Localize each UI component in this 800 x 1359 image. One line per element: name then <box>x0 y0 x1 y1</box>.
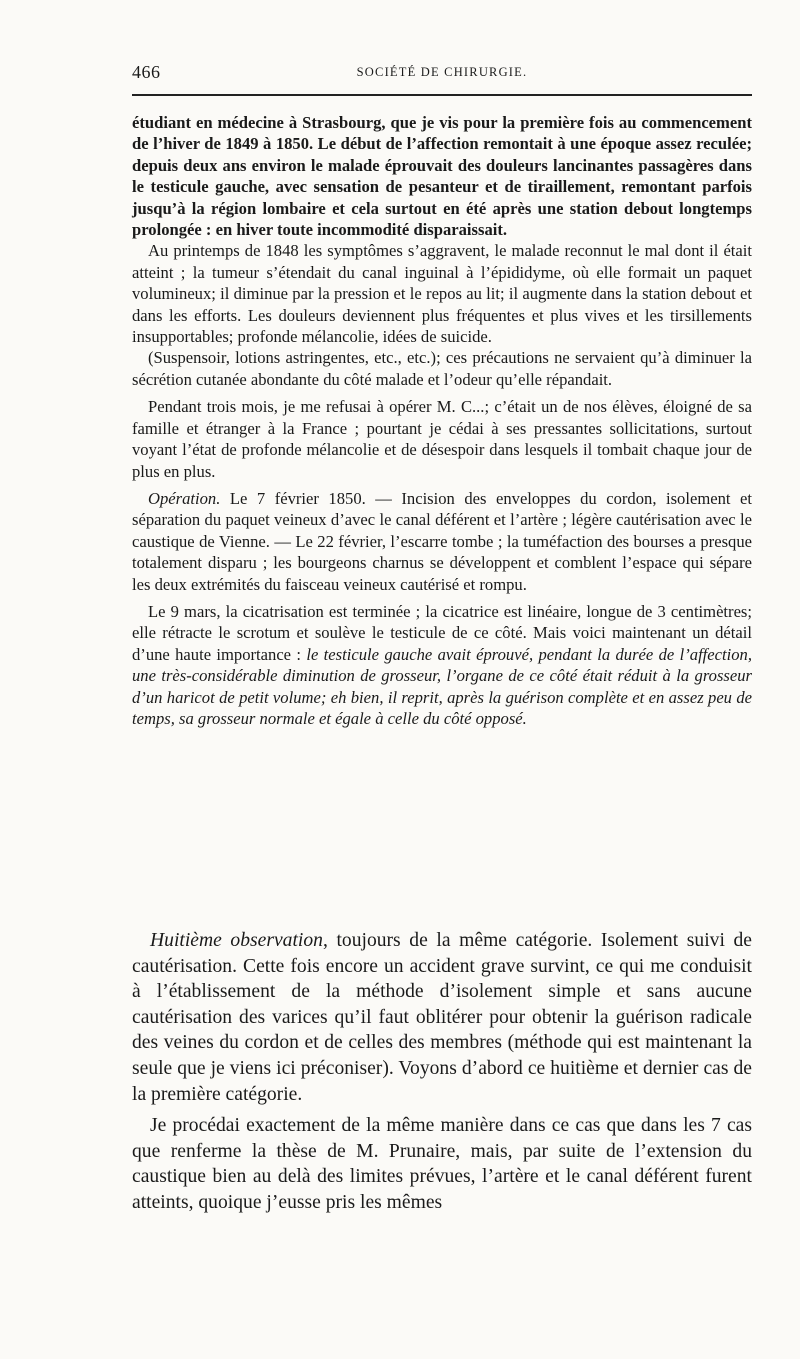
paragraph-1: étudiant en médecine à Strasbourg, que je vis pour la première fois au commencement de l’hiver de 1849 à 1850. Le début de l’affection remontait à une époque assez reculée; depuis deux ans environ le malade éprouvait des douleurs lancinantes passagères dans le testicule gauche, avec sensation de pesanteur et de tiraillement, remontant parfois jusqu’à la région lombaire et cela surtout en été après une station debout longtemps prolongée : en hiver toute incommodité disparaissait. <box>132 113 752 240</box>
paragraph-8: Je procédai exactement de la même manière dans ce cas que dans les 7 cas que renferme la thèse de M. Prunaire, mais, par suite de l’extension du caustique bien au delà des limites prévues, l’artère et le canal déférent furent atteints, quoique j’eusse pris les mêmes <box>132 1115 752 1213</box>
paragraph-6-italic: le testicule gauche avait éprouvé, pendant la durée de l’affection, une très-considérable diminution de grosseur, l’organe de ce côté était réduit à la grosseur d’un haricot de petit volume; eh bien, il reprit, après la guérison complète et en assez peu de temps, sa grosseur normale et égale à celle du côté opposé. <box>132 644 752 728</box>
small-print-block <box>132 112 752 729</box>
paragraph-5 <box>132 488 752 595</box>
large-print-block <box>132 928 752 1216</box>
paragraph-5-text: Le 7 février 1850. — Incision des enveloppes du cordon, isolement et séparation du paquet veineux d’avec le canal déférent et l’artère ; légère cautérisation avec le caustique de Vienne. — Le 22 février, l’escarre tombe ; la tuméfaction des bourses a presque totalement disparu ; les bourgeons charnus se développent et comblent l’espace qui sépare les deux extrémités du faisceau veineux cautérisé et rompu. <box>132 488 752 594</box>
paragraph-6 <box>132 601 752 729</box>
observation-label: Huitième observation <box>150 930 323 951</box>
running-title: SOCIÉTÉ DE CHIRURGIE. <box>356 65 528 79</box>
paragraph-7-text: , toujours de la même catégorie. Isolement suivi de cautérisation. Cette fois encore un accident grave survint, ce qui me conduisit à l’établissement de la méthode d’isolement simple et sans aucune cautérisation des varices qu’il faut oblitérer pour obtenir la guérison radicale des veines du cordon et de celles des membres (méthode qui est maintenant la seule que je viens ici préconiser). Voyons d’abord ce huitième et dernier cas de la première catégorie. <box>132 930 752 1105</box>
page-number: 466 <box>132 62 161 82</box>
page-header <box>132 62 752 86</box>
operation-label: Opération. <box>148 488 221 508</box>
paragraph-2: Au printemps de 1848 les symptômes s’aggravent, le malade reconnut le mal dont il était atteint ; la tumeur s’étendait du canal inguinal à l’épididyme, où elle formait un paquet volumineux; il diminue par la pression et le repos au lit; il augmente dans la station debout et dans les efforts. Les douleurs deviennent plus fréquentes et plus vives et les tirsillements insupportables; profonde mélancolie, idées de suicide. <box>132 241 752 347</box>
header-rule <box>132 94 752 96</box>
paragraph-3: (Suspensoir, lotions astringentes, etc., etc.); ces précautions ne servaient qu’à diminuer la sécrétion cutanée abondante du côté malade et l’odeur qu’elle répandait. <box>132 348 752 389</box>
paragraph-4: Pendant trois mois, je me refusai à opérer M. C...; c’était un de nos élèves, éloigné de sa famille et étranger à la France ; pourtant je cédai à ses pressantes sollicitations, surtout voyant l’état de profonde mélancolie et de désespoir dans lesquels il tombait chaque jour de plus en plus. <box>132 397 752 481</box>
paragraph-6-text: Le 9 mars, la cicatrisation est terminée ; la cicatrice est linéaire, longue de 3 centimètres; elle rétracte le scrotum et soulève le testicule de ce côté. Mais voici maintenant un détail d’une haute importance : <box>132 601 752 664</box>
paragraph-7 <box>132 928 752 1107</box>
